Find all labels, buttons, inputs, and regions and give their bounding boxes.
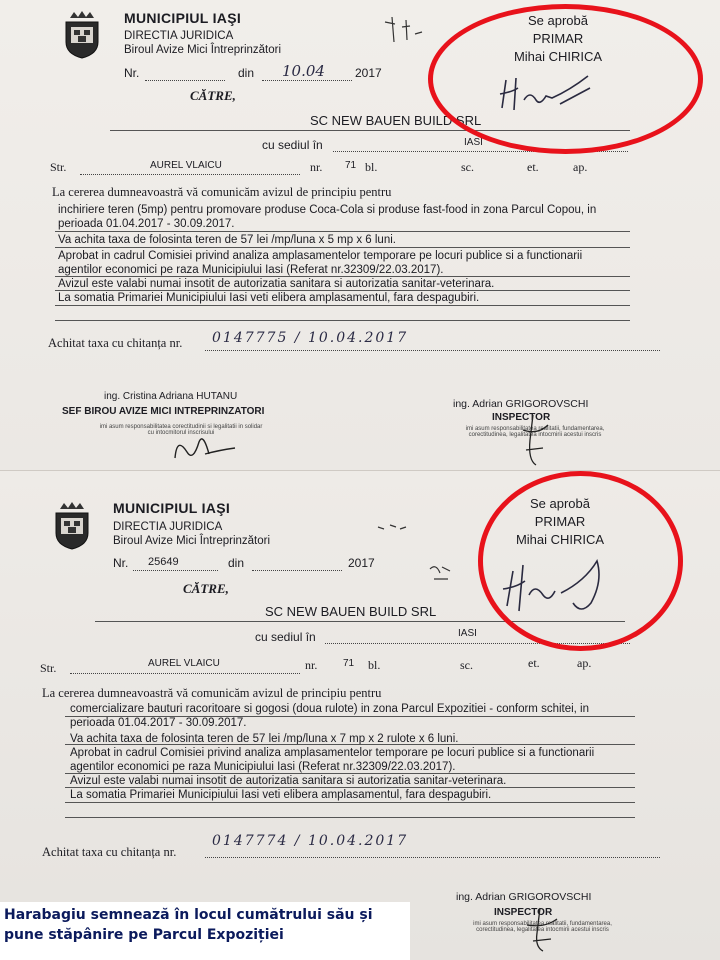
- city: IASI: [458, 628, 477, 639]
- content-line: perioada 01.04.2017 - 30.09.2017.: [70, 717, 247, 729]
- intro-text: La cererea dumneavoastră vă comunicăm avizul de principiu pentru: [42, 686, 382, 700]
- receipt-number-handwritten: 0147775 / 10.04.2017: [212, 330, 409, 346]
- document-1: [0, 0, 720, 470]
- ink-mark-icon: [380, 12, 430, 52]
- content-line: Avizul este valabi numai insotit de autorizatia sanitara si autorizatia sanitar-veterinara.: [70, 775, 507, 787]
- str-label: Str.: [50, 160, 67, 174]
- signer1-name: ing. Cristina Adriana HUTANU: [104, 391, 238, 402]
- ap-label: ap.: [573, 160, 588, 174]
- bl-label: bl.: [365, 160, 378, 174]
- catre-label: CĂTRE,: [183, 581, 229, 596]
- intro-text: La cererea dumneavoastră vă comunicăm avizul de principiu pentru: [52, 185, 392, 199]
- signature-2-icon: [508, 410, 558, 470]
- approval-line-2: PRIMAR: [534, 514, 586, 529]
- signer2-note: imi asum responsabilitatea realitatii, fundamentarea, corectitudinea, legalitatea intocmirii acestui inscris: [473, 921, 612, 933]
- dept-name: DIRECTIA JURIDICA: [113, 521, 223, 533]
- red-circle-highlight: [428, 4, 703, 154]
- sediu-label: cu sediul în: [255, 630, 316, 644]
- sediu-label: cu sediul în: [262, 138, 323, 152]
- et-label: et.: [527, 160, 539, 174]
- city: IASI: [464, 137, 483, 148]
- signer2-title: INSPECTOR: [492, 412, 551, 423]
- document-2: [0, 470, 720, 960]
- street: AUREL VLAICU: [150, 160, 222, 171]
- nr-label: Nr.: [113, 556, 129, 570]
- coat-of-arms-icon: [62, 10, 102, 60]
- street: AUREL VLAICU: [148, 658, 220, 669]
- nr-label: Nr.: [124, 66, 140, 80]
- number: 71: [345, 160, 357, 171]
- bl-label: bl.: [368, 658, 381, 672]
- dept-name: DIRECTIA JURIDICA: [124, 30, 234, 42]
- content-line: comercializare bauturi racoritoare si gogosi (doua rulote) in zona Parcul Expozitiei - conform schitei, in: [70, 703, 590, 715]
- nr2-label: nr.: [305, 658, 318, 672]
- signature-2-icon: [515, 903, 565, 953]
- caption-overlay: Harabagiu semnează în locul cumătrului său și pune stăpânire pe Parcul Expoziției: [0, 902, 410, 960]
- content-line: Va achita taxa de folosinta teren de 57 lei /mp/luna x 7 mp x 2 rulote x 6 luni.: [70, 733, 459, 745]
- content-line: Aprobat in cadrul Comisiei privind analiza amplasamentelor temporare pe locuri publice si a functionarii: [58, 250, 583, 262]
- approval-line-1: Se aprobă: [530, 496, 590, 511]
- office-name: Biroul Avize Mici Întreprinzători: [113, 535, 271, 547]
- approval-line-1: Se aprobă: [528, 13, 588, 28]
- org-name: MUNICIPIUL IAŞI: [124, 10, 242, 26]
- signer2-name: ing. Adrian GRIGOROVSCHI: [456, 891, 592, 903]
- office-name: Biroul Avize Mici Întreprinzători: [124, 44, 282, 56]
- content-line: La somatia Primariei Municipiului Iasi veti elibera amplasamentul, fara despagubiri.: [70, 789, 492, 801]
- sc-label: sc.: [460, 658, 473, 672]
- content-line: perioada 01.04.2017 - 30.09.2017.: [58, 218, 235, 230]
- red-circle-highlight: [478, 471, 683, 651]
- company-name: SC NEW BAUEN BUILD SRL: [265, 604, 437, 619]
- catre-label: CĂTRE,: [190, 88, 236, 103]
- signer2-note: imi asum responsabilitatea realitatii, fundamentarea, corectitudinea, legalitatea intocmirii acestui inscris: [465, 426, 605, 438]
- signer2-name: ing. Adrian GRIGOROVSCHI: [453, 398, 589, 410]
- year: 2017: [355, 66, 382, 80]
- content-line: La somatia Primariei Municipiului Iasi veti elibera amplasamentul, fara despagubiri.: [58, 292, 480, 304]
- ap-label: ap.: [577, 656, 592, 670]
- content-line: Va achita taxa de folosinta teren de 57 lei /mp/luna x 5 mp x 6 luni.: [58, 234, 396, 246]
- content-line: Avizul este valabi numai insotit de autorizatia sanitara si autorizatia sanitar-veterinara.: [58, 278, 495, 290]
- number: 71: [343, 658, 355, 669]
- content-line: agentilor economici pe raza Municipiului Iasi (Referat nr.32309/22.03.2017).: [58, 264, 444, 276]
- nr-value: 25649: [148, 556, 179, 568]
- signature-1-icon: [165, 428, 245, 468]
- signer2-title: INSPECTOR: [494, 907, 553, 918]
- sc-label: sc.: [461, 160, 474, 174]
- receipt-label: Achitat taxa cu chitanța nr.: [48, 336, 183, 350]
- coat-of-arms-icon: [52, 501, 92, 551]
- company-name: SC NEW BAUEN BUILD SRL: [310, 113, 482, 128]
- year: 2017: [348, 556, 375, 570]
- content-line: agentilor economici pe raza Municipiului Iasi (Referat nr.32309/22.03.2017).: [70, 761, 456, 773]
- receipt-label: Achitat taxa cu chitanța nr.: [42, 845, 177, 859]
- approval-line-2: PRIMAR: [532, 31, 584, 46]
- din-label: din: [228, 556, 245, 570]
- nr2-label: nr.: [310, 160, 323, 174]
- ink-mark-icon: [370, 519, 460, 589]
- org-name: MUNICIPIUL IAŞI: [113, 500, 231, 516]
- approval-line-3: Mihai CHIRICA: [513, 49, 603, 64]
- date-handwritten: 10.04: [282, 62, 325, 80]
- signer1-title: SEF BIROU AVIZE MICI INTREPRINZATORI: [62, 406, 265, 417]
- receipt-number-handwritten: 0147774 / 10.04.2017: [212, 833, 409, 849]
- signer1-note: imi asum responsabilitatea corectitudinii si legalitatii in solidar cu intocmitorul inscrisului: [99, 424, 263, 436]
- content-line: Aprobat in cadrul Comisiei privind analiza amplasamentelor temporare pe locuri publice si a functionarii: [70, 747, 595, 759]
- et-label: et.: [528, 656, 540, 670]
- approval-line-3: Mihai CHIRICA: [515, 532, 605, 547]
- content-line: inchiriere teren (5mp) pentru promovare produse Coca-Cola si produse fast-food in zona Parcul Copou, in: [58, 204, 597, 216]
- str-label: Str.: [40, 661, 57, 675]
- din-label: din: [238, 66, 255, 80]
